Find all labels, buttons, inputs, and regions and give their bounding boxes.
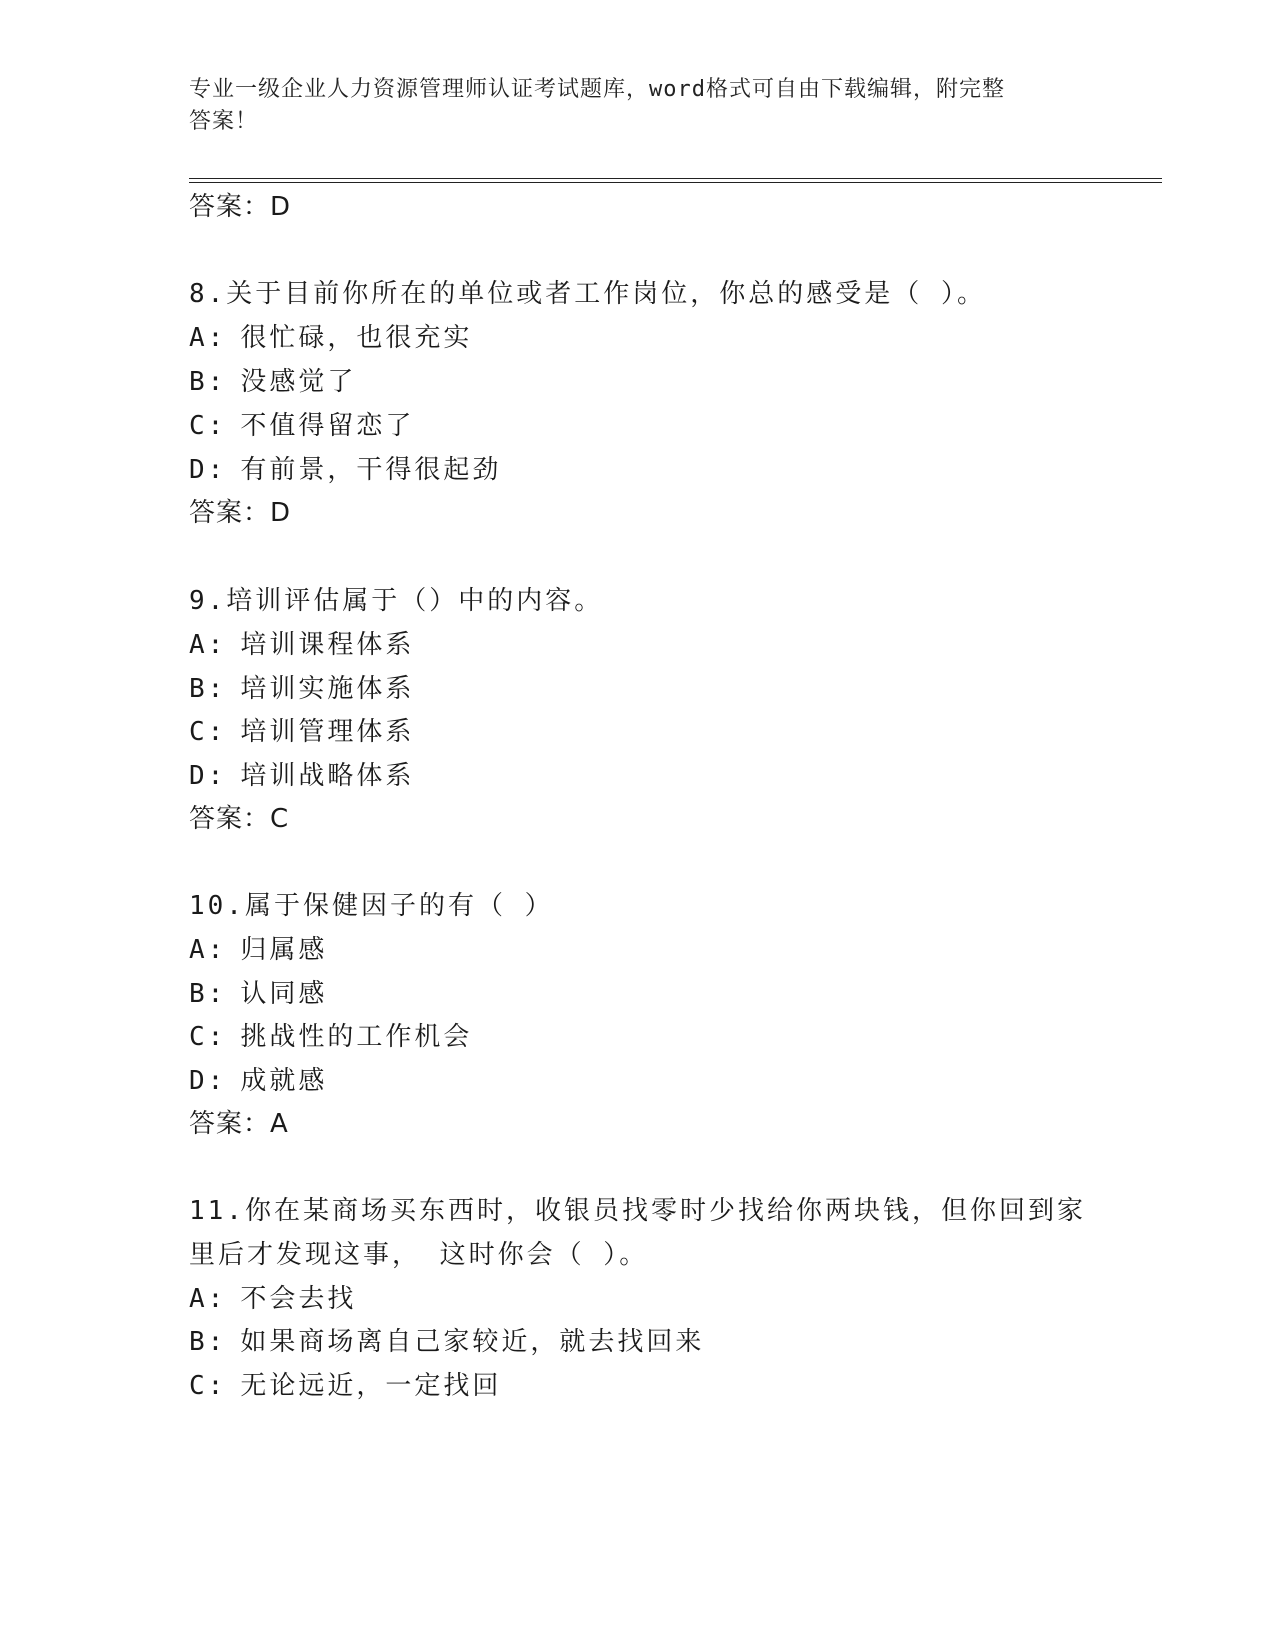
question-11-stem-line-2: 里后才发现这事， 这时你会（ ）。 <box>189 1240 649 1270</box>
option-key: B: <box>189 1327 227 1357</box>
option-key: C: <box>189 717 227 747</box>
option-key: A: <box>189 935 227 965</box>
option-key: A: <box>189 323 227 353</box>
option-key: C: <box>189 1371 227 1401</box>
option-text: 认同感 <box>240 979 328 1009</box>
question-9-option-b <box>189 668 414 705</box>
option-text: 培训管理体系 <box>240 717 415 747</box>
option-text: 成就感 <box>240 1066 328 1096</box>
question-11-stem-line-1: 11.你在某商场买东西时，收银员找零时少找给你两块钱，但你回到家 <box>189 1196 1086 1226</box>
question-10-answer: 答案：A <box>189 1109 289 1139</box>
option-key: A: <box>189 630 227 660</box>
question-9-option-d <box>189 755 414 792</box>
header-line-1: 专业一级企业人力资源管理师认证考试题库，word格式可自由下载编辑，附完整 <box>189 77 1005 102</box>
option-text: 培训实施体系 <box>240 674 415 704</box>
header-line-2: 答案！ <box>189 109 259 134</box>
question-8-option-c <box>189 405 414 442</box>
option-text: 不值得留恋了 <box>240 411 415 441</box>
question-10-option-a <box>189 929 327 966</box>
option-text: 培训战略体系 <box>240 761 415 791</box>
question-10-option-b <box>189 973 327 1010</box>
page-header <box>189 74 1079 138</box>
question-11-option-b <box>189 1321 704 1358</box>
option-text: 归属感 <box>240 935 328 965</box>
question-8-option-d <box>189 449 501 486</box>
option-text: 有前景，干得很起劲 <box>240 455 502 485</box>
option-key: C: <box>189 1022 227 1052</box>
question-11-option-a <box>189 1278 356 1315</box>
question-8-option-a <box>189 317 472 354</box>
header-divider <box>189 178 1162 183</box>
option-text: 培训课程体系 <box>240 630 415 660</box>
question-8-stem: 8.关于目前你所在的单位或者工作岗位，你总的感受是（ ）。 <box>189 279 986 309</box>
option-key: D: <box>189 1066 227 1096</box>
option-text: 没感觉了 <box>240 367 357 397</box>
option-key: B: <box>189 367 227 397</box>
question-9-answer: 答案：C <box>189 804 290 834</box>
option-key: D: <box>189 455 227 485</box>
question-8-answer: 答案：D <box>189 498 292 528</box>
question-9-option-a <box>189 624 414 661</box>
option-key: B: <box>189 979 227 1009</box>
question-9-option-c <box>189 711 414 748</box>
question-10-option-d <box>189 1060 327 1097</box>
option-key: D: <box>189 761 227 791</box>
option-text: 如果商场离自己家较近，就去找回来 <box>240 1327 705 1357</box>
question-8-option-b <box>189 361 356 398</box>
option-key: A: <box>189 1284 227 1314</box>
question-10-option-c <box>189 1016 472 1053</box>
answer-prev: 答案：D <box>189 192 292 222</box>
question-11-option-c <box>189 1365 501 1402</box>
option-text: 挑战性的工作机会 <box>240 1022 473 1052</box>
option-text: 不会去找 <box>240 1284 357 1314</box>
question-10-stem: 10.属于保健因子的有（ ） <box>189 891 554 921</box>
option-key: B: <box>189 674 227 704</box>
option-text: 无论远近，一定找回 <box>240 1371 502 1401</box>
option-key: C: <box>189 411 227 441</box>
question-9-stem: 9.培训评估属于（）中的内容。 <box>189 586 604 616</box>
option-text: 很忙碌，也很充实 <box>240 323 473 353</box>
